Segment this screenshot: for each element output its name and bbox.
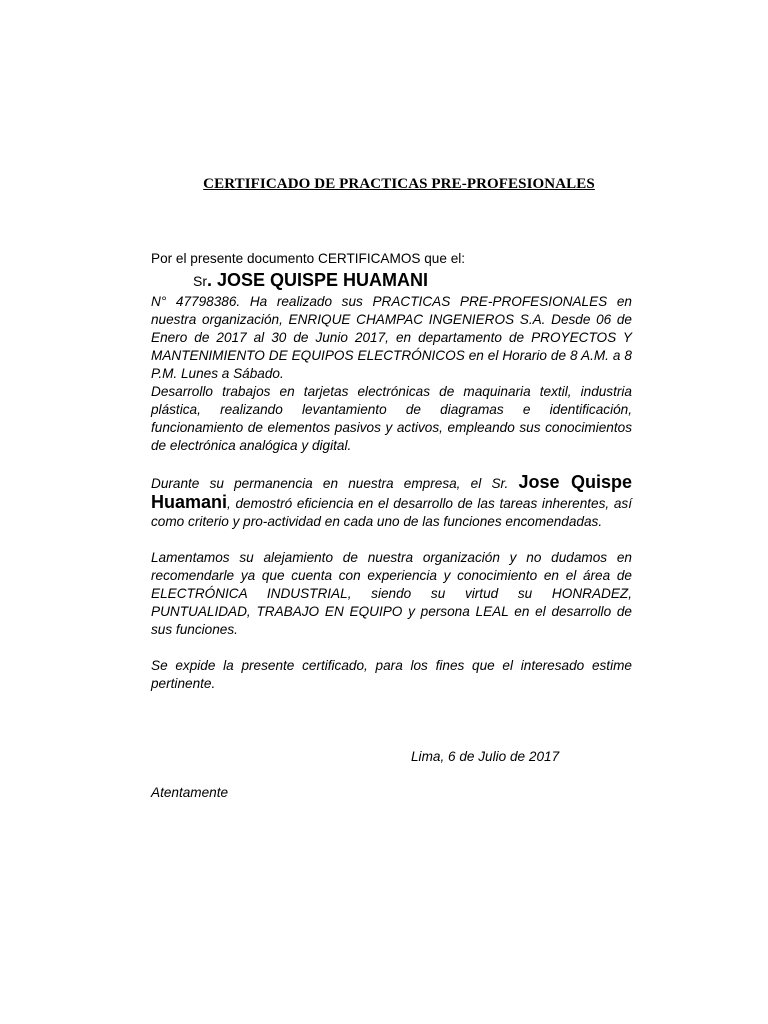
paragraph-issuance: Se expide la presente certificado, para los fines que el interesado estime pertinente.: [151, 658, 632, 691]
place-and-date: Lima, 6 de Julio de 2017: [411, 749, 560, 764]
paragraph-recommendation: Lamentamos su alejamiento de nuestra organización y no dudamos en recomendarle ya que cuenta con experiencia y conocimiento en el área de ELECTRÓNICA INDUSTRIAL, siendo su virtud su HONRADEZ, PUNTUALIDAD, TRABAJO EN EQUIPO y persona LEAL en el desarrollo de sus funciones.: [151, 550, 632, 637]
recipient-line: [151, 268, 632, 293]
intern-name: Jose Quispe Huamani: [151, 472, 632, 512]
performance-text-start: Durante su permanencia en nuestra empresa, el Sr.: [151, 476, 519, 491]
recipient-name: . JOSE QUISPE HUAMANI: [207, 270, 429, 290]
document-body: [151, 250, 632, 693]
intro-line: Por el presente documento CERTIFICAMOS que el:: [151, 251, 466, 266]
performance-text-end: , demostró eficiencia en el desarrollo de las tareas inherentes, así como criterio y pro-actividad en cada uno de las funciones encomendadas.: [151, 496, 632, 529]
closing-salutation: Atentamente: [151, 785, 229, 800]
spacer: [151, 639, 632, 657]
document-title: CERTIFICADO DE PRACTICAS PRE-PROFESIONALES: [203, 176, 595, 192]
paragraph-internship-details: N° 47798386. Ha realizado sus PRACTICAS PRE-PROFESIONALES en nuestra organización, ENRIQUE CHAMPAC INGENIEROS S.A. Desde 06 de Enero de 2017 al 30 de Junio 2017, en departamento de PROYECTOS Y MANTENIMIENTO DE EQUIPOS ELECTRÓNICOS en el Horario de 8 A.M. a 8 P.M. Lunes a Sábado.: [151, 294, 632, 381]
paragraph-work-description: Desarrollo trabajos en tarjetas electrónicas de maquinaria textil, industria plástica, realizando levantamiento de diagramas e identificación, funcionamiento de elementos pasivos y activos, empleando sus conocimientos de electrónica analógica y digital.: [151, 384, 632, 453]
recipient-honorific: Sr: [193, 273, 207, 289]
spacer: [151, 455, 632, 473]
spacer: [151, 531, 632, 549]
paragraph-performance: [151, 473, 632, 531]
